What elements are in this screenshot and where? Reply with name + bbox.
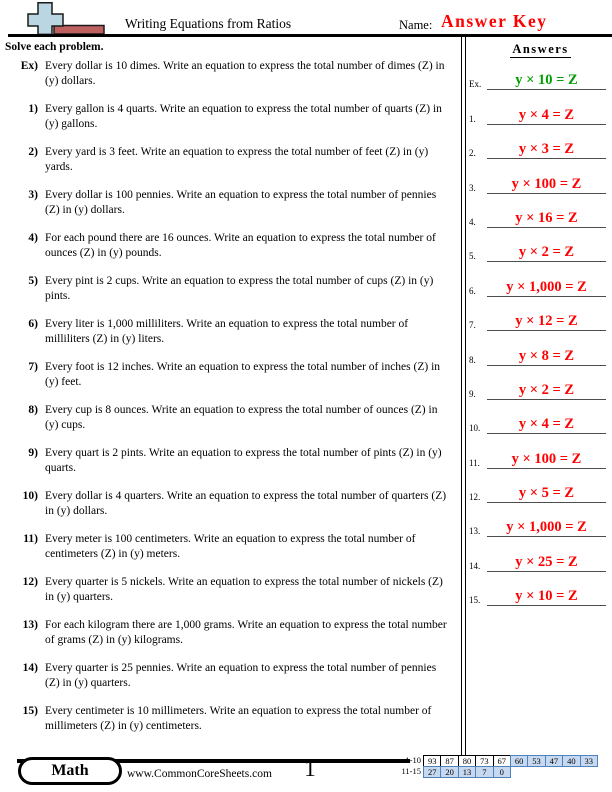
question-text: Every dollar is 100 pennies. Write an equation to express the total number of pennies (Z) in (y) dollars. [45, 189, 437, 216]
instruction-text: Solve each problem. [5, 41, 104, 53]
subject-badge [18, 757, 122, 785]
score-cell: 80 [458, 755, 476, 767]
question-number: 6) [28, 318, 38, 330]
answer-row [469, 228, 612, 262]
website-text: www.CommonCoreSheets.com [127, 768, 272, 780]
question-text: Every cup is 8 ounces. Write an equation to express the total number of ounces (Z) in (y) cups. [45, 404, 438, 431]
question-text: Every dollar is 10 dimes. Write an equation to express the total number of dimes (Z) in (y) dollars. [45, 60, 445, 87]
question-item [0, 188, 458, 218]
answer-blank-line: y × 25 = Z [487, 553, 606, 572]
question-text: Every meter is 100 centimeters. Write an equation to express the total number of centimeters (Z) in (y) meters. [45, 533, 416, 560]
answer-row [469, 90, 612, 124]
answer-number: 12. [469, 492, 481, 503]
question-item [0, 59, 458, 89]
question-text: Every quarter is 25 pennies. Write an equation to express the total number of pennies (Z) in (y) quarters. [45, 662, 437, 689]
answer-number: 13. [469, 526, 481, 537]
answer-blank-line: y × 2 = Z [487, 381, 606, 400]
answer-row [469, 125, 612, 159]
answer-row [469, 56, 612, 90]
answer-number: 11. [469, 457, 480, 468]
name-label: Name: [399, 18, 433, 32]
question-item [0, 403, 458, 433]
answer-row [469, 297, 612, 331]
question-item [0, 446, 458, 476]
answer-number: 6. [469, 285, 476, 296]
answers-heading [469, 40, 612, 56]
answer-blank-line: y × 3 = Z [487, 140, 606, 159]
question-text: Every yard is 3 feet. Write an equation to express the total number of feet (Z) in (y) yards. [45, 146, 429, 173]
answer-blank-line: y × 12 = Z [487, 312, 606, 331]
answer-blank-line: y × 8 = Z [487, 347, 606, 366]
question-text: Every quarter is 5 nickels. Write an equation to express the total number of nickels (Z) in (y) quarters. [45, 576, 443, 603]
question-item [0, 145, 458, 175]
question-number: 11) [23, 533, 38, 545]
answer-number: 1. [469, 113, 476, 124]
question-item [0, 489, 458, 519]
answer-row [469, 434, 612, 468]
question-text: For each kilogram there are 1,000 grams. Write an equation to express the total number of grams (Z) in (y) kilograms. [45, 619, 447, 646]
question-item [0, 575, 458, 605]
question-item [0, 231, 458, 261]
answer-number: 4. [469, 216, 476, 227]
question-number: 7) [28, 361, 38, 373]
question-number: 4) [28, 232, 38, 244]
question-text: Every gallon is 4 quarts. Write an equation to express the total number of quarts (Z) in (y) gallons. [45, 103, 442, 130]
answer-blank-line: y × 100 = Z [487, 175, 606, 194]
answer-row [469, 262, 612, 296]
question-text: Every dollar is 4 quarters. Write an equation to express the total number of quarters (Z) in (y) dollars. [45, 490, 447, 517]
answer-blank-line: y × 10 = Z [487, 71, 606, 90]
answer-blank-line: y × 2 = Z [487, 243, 606, 262]
score-cell: 60 [510, 755, 528, 767]
score-cell: 33 [580, 755, 598, 767]
answer-blank-line: y × 1,000 = Z [487, 278, 606, 297]
score-cell: 93 [423, 755, 441, 767]
question-number: 9) [28, 447, 38, 459]
answer-blank-line: y × 1,000 = Z [487, 518, 606, 537]
question-number: Ex) [20, 60, 38, 72]
answer-row [469, 331, 612, 365]
question-text: Every foot is 12 inches. Write an equation to express the total number of inches (Z) in (y) feet. [45, 361, 441, 388]
answer-number: 15. [469, 595, 481, 606]
column-divider [461, 37, 466, 758]
score-cell: 87 [440, 755, 458, 767]
question-text: For each pound there are 16 ounces. Write an equation to express the total number of ounces (Z) in (y) pounds. [45, 232, 436, 259]
answers-list [469, 56, 612, 606]
answer-row [469, 194, 612, 228]
score-cell: 53 [527, 755, 545, 767]
question-number: 1) [28, 103, 38, 115]
score-cell: 67 [493, 755, 511, 767]
answer-row [469, 537, 612, 571]
question-item [0, 532, 458, 562]
answer-blank-line: y × 10 = Z [487, 587, 606, 606]
question-item [0, 274, 458, 304]
answer-row [469, 400, 612, 434]
answer-number: 7. [469, 320, 476, 331]
answer-number: 8. [469, 354, 476, 365]
answer-row [469, 159, 612, 193]
page-title: Writing Equations from Ratios [124, 16, 292, 31]
question-item [0, 661, 458, 691]
question-number: 15) [22, 705, 38, 717]
score-row-label: 1-10 [405, 755, 421, 765]
answer-row [469, 572, 612, 606]
answer-blank-line: y × 16 = Z [487, 209, 606, 228]
score-cell: 20 [440, 766, 458, 778]
answer-row [469, 503, 612, 537]
score-cell: 47 [545, 755, 563, 767]
score-cell: 73 [475, 755, 493, 767]
question-number: 5) [28, 275, 38, 287]
answer-number: 10. [469, 423, 481, 434]
question-text: Every pint is 2 cups. Write an equation to express the total number of cups (Z) in (y) pints. [45, 275, 434, 302]
score-cell: 0 [493, 766, 511, 778]
score-cell: 13 [458, 766, 476, 778]
score-cell: 40 [562, 755, 580, 767]
question-item [0, 618, 458, 648]
answer-number: 14. [469, 560, 481, 571]
answer-number: Ex. [469, 79, 482, 90]
question-number: 13) [22, 619, 38, 631]
answer-row [469, 469, 612, 503]
answer-blank-line: y × 4 = Z [487, 415, 606, 434]
questions-list [0, 59, 458, 747]
question-item [0, 704, 458, 734]
question-number: 14) [22, 662, 38, 674]
question-text: Every quart is 2 pints. Write an equation to express the total number of pints (Z) in (y) quarts. [45, 447, 442, 474]
header-rule [8, 34, 612, 37]
answers-heading-label: Answers [512, 42, 569, 56]
question-number: 10) [22, 490, 38, 502]
score-table-row [389, 766, 598, 778]
score-cell: 7 [475, 766, 493, 778]
score-table [389, 755, 598, 778]
answer-number: 9. [469, 388, 476, 399]
answer-key-text: Answer Key [441, 11, 548, 31]
question-item [0, 102, 458, 132]
question-number: 2) [28, 146, 38, 158]
question-number: 12) [22, 576, 38, 588]
answer-blank-line: y × 5 = Z [487, 484, 606, 503]
score-row-label: 11-15 [401, 766, 421, 776]
answer-blank-line: y × 4 = Z [487, 106, 606, 125]
question-number: 3) [28, 189, 38, 201]
question-item [0, 360, 458, 390]
answer-number: 5. [469, 251, 476, 262]
score-cell: 27 [423, 766, 441, 778]
page-number: 1 [304, 756, 316, 781]
answer-number: 3. [469, 182, 476, 193]
question-number: 8) [28, 404, 38, 416]
answer-number: 2. [469, 148, 476, 159]
question-text: Every centimeter is 10 millimeters. Write an equation to express the total number of millimeters (Z) in (y) centimeters. [45, 705, 432, 732]
question-item [0, 317, 458, 347]
answer-blank-line: y × 100 = Z [487, 450, 606, 469]
answer-row [469, 366, 612, 400]
question-text: Every liter is 1,000 milliliters. Write an equation to express the total number of milliliters (Z) in (y) liters. [45, 318, 409, 345]
answers-panel [469, 40, 612, 606]
subject-label: Math [51, 762, 89, 779]
